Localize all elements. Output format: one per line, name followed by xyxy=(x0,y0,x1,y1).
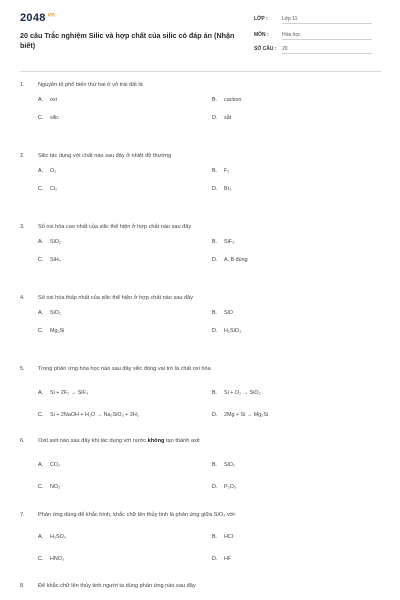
header-divider xyxy=(20,71,381,72)
question-text: Số oxi hóa cao nhất của silic thể hiện ở hợp chất nào sau đây xyxy=(38,224,192,230)
option-b[interactable]: B. Si + O₂ → SiO₂ xyxy=(212,390,261,396)
option-a[interactable]: A. O₂ xyxy=(38,168,57,174)
question-text: Phản ứng dùng để khắc hình, khắc chữ lên thủy tinh là phản ứng giữa SiO₂ với: xyxy=(38,512,237,518)
site-logo[interactable] xyxy=(20,12,55,24)
option-b[interactable]: B. F₂ xyxy=(212,168,230,174)
option-c[interactable]: C. Si + 2NaOH + H₂O → Na₂SiO₃ + 2H₂ xyxy=(38,412,139,418)
question-text-part: tạo thành axit xyxy=(164,438,200,444)
option-d[interactable]: D. 2Mg + Si → Mg₂Si xyxy=(212,412,269,418)
option-c[interactable]: C. Mg₂Si xyxy=(38,328,65,334)
option-d[interactable]: D. H₂SiO₃ xyxy=(212,328,242,334)
option-text: HNO₃ xyxy=(50,556,65,562)
option-d[interactable]: D. P₂O₅ xyxy=(212,484,237,490)
option-b[interactable]: B. SiO xyxy=(212,310,233,316)
logo-suffix: .vn xyxy=(45,12,56,19)
option-c[interactable]: C. SiH₄ xyxy=(38,257,61,263)
option-text: SiO₂ xyxy=(50,310,62,316)
question-number: 1. xyxy=(20,82,25,88)
option-text: Si + O₂ → SiO₂ xyxy=(224,390,261,396)
meta-count-label: SỐ CÂU : xyxy=(254,46,277,52)
option-c[interactable]: C. NO₂ xyxy=(38,484,61,490)
option-text: NO₂ xyxy=(50,484,61,490)
option-text: sắt xyxy=(224,115,232,121)
option-text: F₂ xyxy=(224,168,230,174)
option-text: oxi xyxy=(50,97,57,103)
option-d[interactable]: D. HF xyxy=(212,556,232,562)
question-text: Trong phản ứng hóa học nào sau đây silic đóng vai trò là chất oxi hóa xyxy=(38,366,211,372)
option-text: Cl₂ xyxy=(50,186,58,192)
meta-class-label: LỚP : xyxy=(254,16,268,22)
option-c[interactable]: C. HNO₃ xyxy=(38,556,65,562)
question-text-part: Oxit axit nào sau đây khi tác dụng với nước xyxy=(38,438,148,444)
option-b[interactable]: B. SiO₂ xyxy=(212,462,236,468)
option-text: P₂O₅ xyxy=(224,484,237,490)
option-text: SiO₂ xyxy=(50,239,62,245)
option-d[interactable]: D. sắt xyxy=(212,115,232,121)
option-text: cacbon xyxy=(224,97,242,103)
question-text: Số oxi hóa thấp nhất của silic thể hiện ở hợp chất nào sau đây xyxy=(38,295,194,301)
option-c[interactable]: C. Cl₂ xyxy=(38,186,58,192)
question-number: 6. xyxy=(20,438,25,444)
option-a[interactable]: A. CO₂ xyxy=(38,462,61,468)
question-text xyxy=(38,438,200,444)
meta-subject-value: Hóa học xyxy=(282,32,372,40)
option-b[interactable]: B. HCl xyxy=(212,534,233,540)
option-text: SiH₄ xyxy=(50,257,61,263)
option-text: HF xyxy=(224,556,232,562)
option-a[interactable]: A. H₂SO₄ xyxy=(38,534,66,540)
question-number: 4. xyxy=(20,295,25,301)
option-a[interactable]: A. Si + 2F₂ → SiF₄ xyxy=(38,390,88,396)
option-b[interactable]: B. SiF₄ xyxy=(212,239,235,245)
option-text: CO₂ xyxy=(50,462,61,468)
option-a[interactable]: A. oxi xyxy=(38,97,57,103)
question-text: Nguyên tố phổ biến thứ hai ở vỏ trái đất là xyxy=(38,82,143,88)
option-text: Si + 2NaOH + H₂O → Na₂SiO₃ + 2H₂ xyxy=(50,412,139,418)
option-text: Mg₂Si xyxy=(50,328,65,334)
meta-count-value: 20 xyxy=(282,46,372,54)
option-text: SiO₂ xyxy=(224,462,236,468)
option-text: H₂SiO₃ xyxy=(224,328,242,334)
option-c[interactable]: C. silic xyxy=(38,115,59,121)
option-text: 2Mg + Si → Mg₂Si xyxy=(224,412,269,418)
option-text: Si + 2F₂ → SiF₄ xyxy=(50,390,88,396)
option-text: A, B đúng xyxy=(224,257,248,263)
option-text: H₂SO₄ xyxy=(50,534,66,540)
option-text: SiF₄ xyxy=(224,239,235,245)
meta-subject-label: MÔN : xyxy=(254,32,269,38)
option-b[interactable]: B. cacbon xyxy=(212,97,242,103)
page-title: 20 câu Trắc nghiệm Silic và hợp chất của silic có đáp án (Nhận biết) xyxy=(20,31,235,50)
option-d[interactable]: D. A, B đúng xyxy=(212,257,248,263)
question-text: Silic tác dụng với chất nào sau đây ở nhiệt độ thường xyxy=(38,153,172,159)
question-text-emphasis: không xyxy=(147,438,165,444)
meta-class-value: Lớp 11 xyxy=(282,16,372,24)
question-number: 8. xyxy=(20,583,25,589)
question-number: 7. xyxy=(20,512,25,518)
question-number: 2. xyxy=(20,153,25,159)
option-text: O₂ xyxy=(50,168,57,174)
logo-text: 2048 xyxy=(20,12,46,24)
question-text: Để khắc chữ lên thủy tinh người ta dùng phản ứng nào sau đây xyxy=(38,583,196,589)
option-text: Br₂ xyxy=(224,186,232,192)
question-number: 5. xyxy=(20,366,25,372)
option-text: silic xyxy=(50,115,59,121)
option-a[interactable]: A. SiO₂ xyxy=(38,310,62,316)
question-number: 3. xyxy=(20,224,25,230)
option-text: HCl xyxy=(224,534,233,540)
option-a[interactable]: A. SiO₂ xyxy=(38,239,62,245)
option-text: SiO xyxy=(224,310,233,316)
option-d[interactable]: D. Br₂ xyxy=(212,186,232,192)
